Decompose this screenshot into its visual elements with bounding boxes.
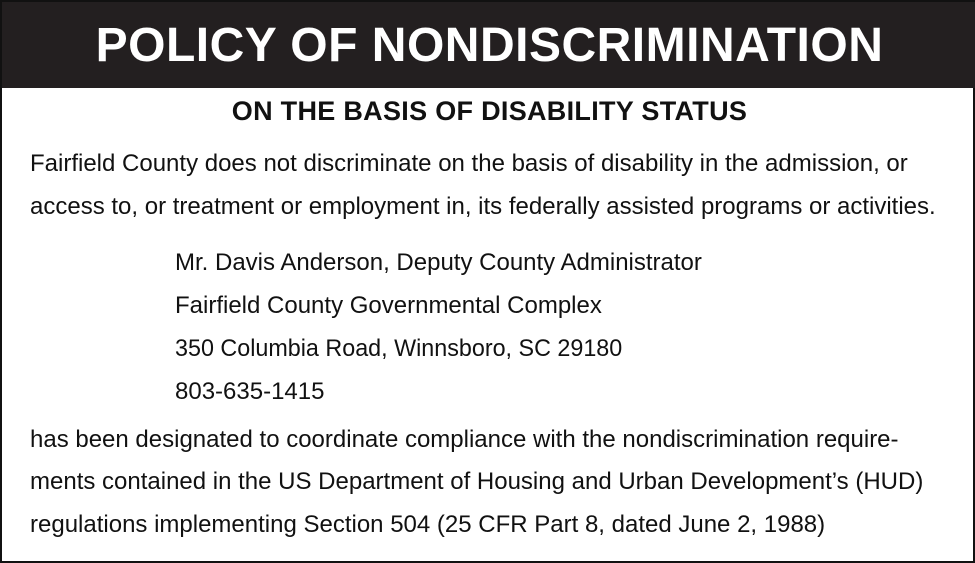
intro-line: access to, or treatment or employment in, its federally assisted programs or activities.	[30, 193, 936, 220]
header-bar	[2, 2, 975, 88]
closing-line: regulations implementing Section 504 (25 CFR Part 8, dated June 2, 1988)	[30, 511, 826, 538]
closing-line: ments contained in the US Department of Housing and Urban Development’s (HUD)	[30, 468, 924, 495]
notice-title: POLICY OF NONDISCRIMINATION	[95, 18, 884, 72]
contact-phone: 803-635-1415	[175, 378, 325, 405]
intro-line: Fairfield County does not discriminate on the basis of disability in the admission, or	[30, 150, 908, 177]
closing-line: has been designated to coordinate compliance with the nondiscrimination require-	[30, 426, 899, 453]
contact-name: Mr. Davis Anderson, Deputy County Administrator	[175, 249, 702, 276]
notice-subtitle: ON THE BASIS OF DISABILITY STATUS	[231, 96, 748, 126]
contact-address: 350 Columbia Road, Winnsboro, SC 29180	[175, 335, 623, 362]
contact-office: Fairfield County Governmental Complex	[175, 292, 602, 319]
